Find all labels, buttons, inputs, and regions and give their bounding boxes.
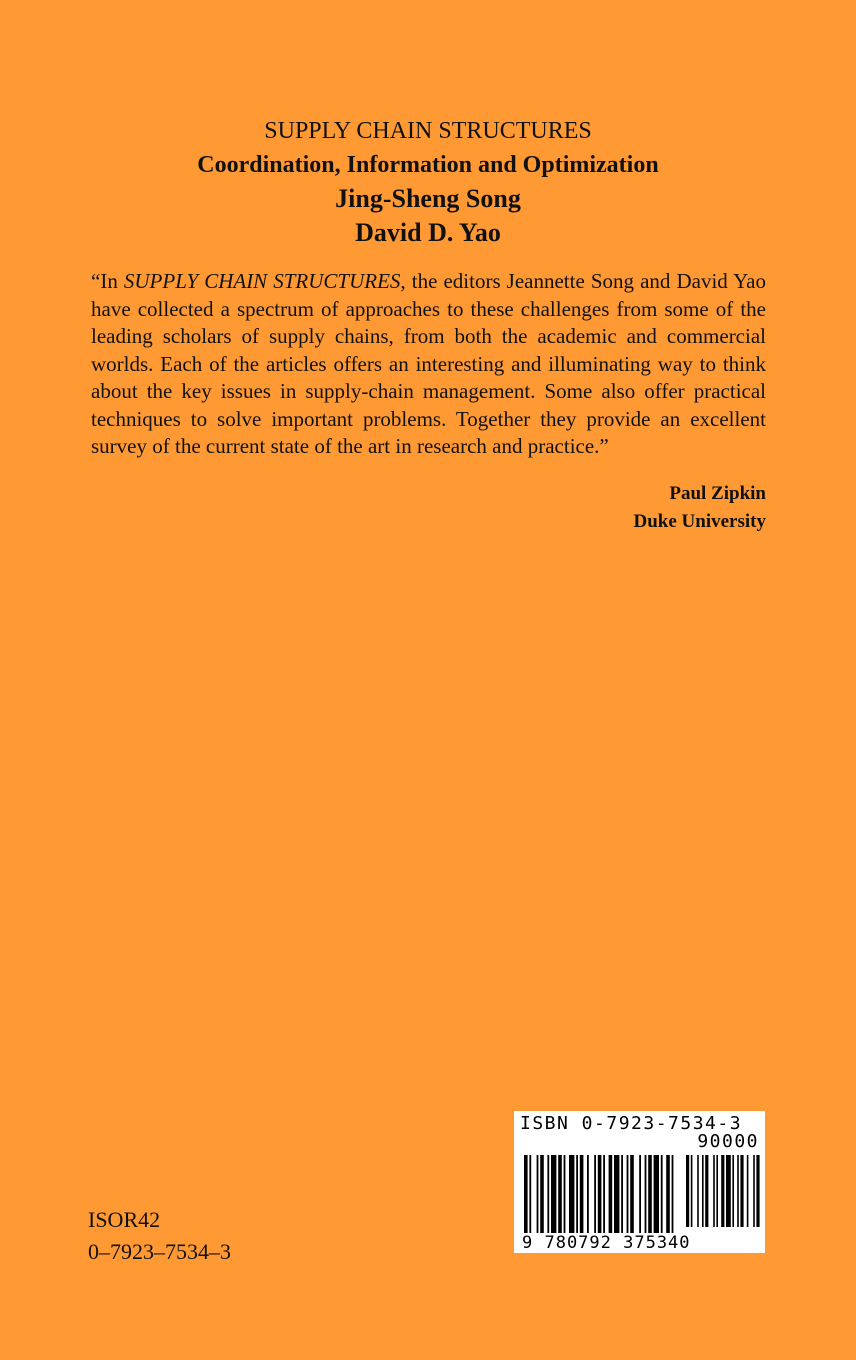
barcode-addon-bar (705, 1155, 708, 1227)
quote-open: “In (91, 269, 124, 293)
barcode-addon-bar (686, 1155, 689, 1227)
barcode-addon-bar (721, 1155, 724, 1227)
barcode-addon-bar (726, 1155, 731, 1227)
barcode-price-code: 90000 (697, 1131, 759, 1152)
barcode-addon-bar (753, 1155, 755, 1227)
barcode-addon-bar (756, 1155, 759, 1227)
barcode-addon-bar (716, 1155, 718, 1227)
quote-italic-title: SUPPLY CHAIN STRUCTURES, (123, 269, 406, 293)
barcode-ean-digits: 9 780792 375340 (522, 1233, 691, 1253)
review-quote (91, 268, 766, 461)
book-title: SUPPLY CHAIN STRUCTURES (264, 118, 592, 144)
barcode-addon-bar (691, 1155, 693, 1227)
barcode-addon-bar (732, 1155, 734, 1227)
review-attribution (634, 480, 766, 536)
isbn-barcode (514, 1111, 765, 1253)
series-info (88, 1204, 231, 1268)
barcode-isbn-label: ISBN 0-7923-7534-3 (520, 1113, 743, 1134)
author-1: Jing-Sheng Song (335, 184, 521, 213)
series-code: ISOR42 (88, 1207, 161, 1232)
series-isbn: 0–7923–7534–3 (88, 1239, 231, 1264)
author-2: David D. Yao (355, 218, 501, 247)
barcode-addon-bar (740, 1155, 743, 1227)
barcode-addon-bar (737, 1155, 739, 1227)
barcode-addon-bar (702, 1155, 704, 1227)
barcode-addon-bar (713, 1155, 715, 1227)
book-subtitle: Coordination, Information and Optimization (197, 152, 659, 178)
quote-body: the editors Jeannette Song and David Yao have collected a spectrum of approaches to these challenges from some of the leading scholars of supply chains, from both the academic and commercial worlds. Each of the articles offers an interesting and illuminating way to think about the key issues in supply-chain management. Some also offer practical techniques to solve important problems. Together they provide an excellent survey of the current state of the art in research and practice.” (91, 269, 766, 458)
reviewer-name: Paul Zipkin (669, 483, 766, 504)
barcode-addon-bar (747, 1155, 749, 1227)
title-block (0, 108, 856, 250)
reviewer-affiliation: Duke University (633, 511, 766, 532)
barcode-addon-bar (697, 1155, 699, 1227)
